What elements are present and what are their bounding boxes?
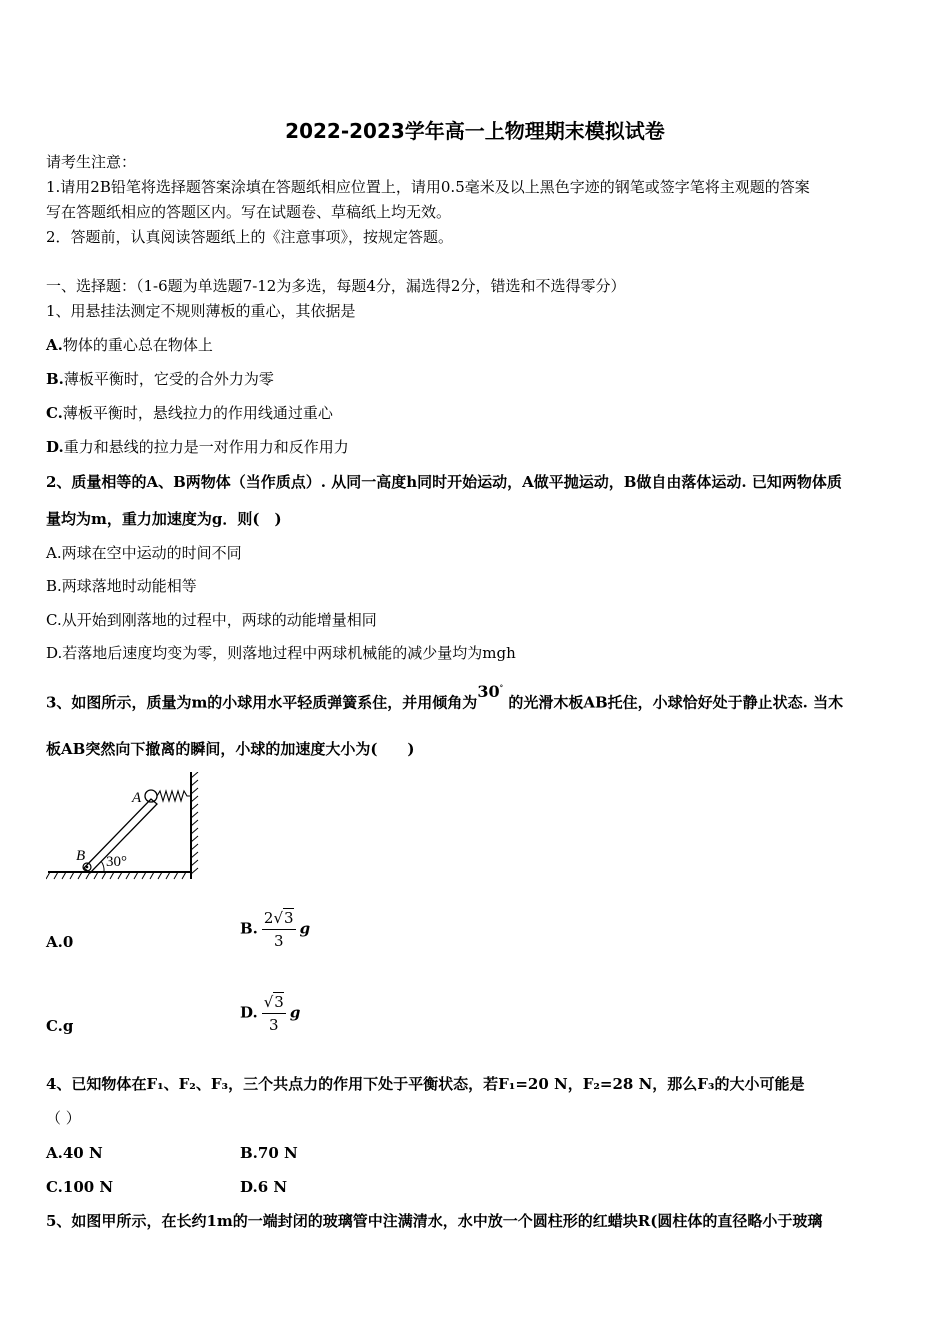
question-1-option-a: [46, 335, 213, 355]
notice-heading: 请考生注意：: [46, 153, 137, 171]
question-3-option-d: [240, 991, 300, 1036]
question-3-option-c: C.g: [46, 1017, 74, 1035]
question-2-option-c: C.从开始到刚落地的过程中，两球的动能增量相同: [46, 611, 377, 629]
question-4-option-a: A.40 N: [46, 1144, 103, 1162]
option-label: D.: [240, 1003, 258, 1022]
question-1-option-c: [46, 403, 333, 423]
question-3-angle: [477, 682, 503, 701]
figure-angle-label: 30°: [106, 854, 127, 870]
question-3-option-b: [240, 907, 310, 952]
denominator: 3: [268, 1016, 279, 1034]
figure-label-b: B: [76, 848, 86, 864]
question-3-text-b: 的光滑木板AB托住，小球恰好处于静止状态. 当木: [508, 693, 844, 712]
numerator-coefficient: 2: [263, 909, 274, 927]
option-text: 薄板平衡时，它受的合外力为零: [63, 370, 274, 388]
option-text: 重力和悬线的拉力是一对作用力和反作用力: [63, 438, 349, 456]
question-2-option-a: A.两球在空中运动的时间不同: [46, 544, 242, 562]
question-1-option-d: [46, 437, 349, 457]
denominator: 3: [273, 932, 284, 950]
question-4-option-d: D.6 N: [240, 1178, 288, 1196]
radicand: 3: [274, 993, 284, 1011]
question-5-line-1: 5、如图甲所示，在长约1m的一端封闭的玻璃管中注满清水，水中放一个圆柱形的红蜡块R(圆柱体的直径略小于玻璃: [46, 1212, 823, 1230]
question-4-option-c: C.100 N: [46, 1178, 114, 1196]
notice-item-1-line-2: 写在答题纸相应的答题区内。写在试题卷、草稿纸上均无效。: [46, 203, 452, 221]
notice-item-2: 2．答题前，认真阅读答题纸上的《注意事项》，按规定答题。: [46, 228, 454, 246]
angle-unit: °: [499, 684, 504, 693]
option-label: B.: [240, 919, 258, 938]
option-text: 薄板平衡时，悬线拉力的作用线通过重心: [62, 404, 333, 422]
notice-item-1-line-1: 1.请用2B铅笔将选择题答案涂填在答题纸相应位置上，请用0.5毫米及以上黑色字迹的钢笔或签字笔将主观题的答案: [46, 178, 810, 196]
page-title: 2022-2023学年高一上物理期末模拟试卷: [285, 119, 665, 143]
question-2-option-b: B.两球落地时动能相等: [46, 577, 197, 595]
unit-g: g: [289, 1003, 301, 1022]
question-4-line-2: （ ）: [46, 1109, 81, 1127]
question-3-text-a: 3、如图所示，质量为m的小球用水平轻质弹簧系住，并用倾角为: [46, 693, 478, 712]
question-4-option-b: B.70 N: [240, 1144, 298, 1162]
question-1-option-b: [46, 369, 274, 389]
fraction-root-three-over-three: $\frac{√3}{3}$: [263, 993, 284, 1034]
angle-value: 30: [477, 682, 500, 702]
option-label: D.: [46, 438, 64, 456]
section-heading: 一、选择题：（1-6题为单选题7-12为多选，每题4分，漏选得2分，错选和不选得零分）: [46, 277, 626, 295]
option-label: A.: [46, 336, 63, 354]
option-label: B.: [46, 370, 64, 388]
question-3-line-1: [46, 682, 844, 712]
option-text: 物体的重心总在物体上: [62, 336, 213, 354]
question-3-option-a: A.0: [46, 933, 74, 951]
unit-g: g: [299, 919, 311, 938]
question-4-line-1: 4、已知物体在F₁、F₂、F₃，三个共点力的作用下处于平衡状态，若F₁=20 N，F₂=28 N，那么F₃的大小可能是: [46, 1075, 805, 1093]
fraction-two-root-three-over-three: $\frac{2√3}{3}$: [263, 909, 294, 950]
question-1-stem: 1、用悬挂法测定不规则薄板的重心，其依据是: [46, 302, 356, 320]
option-label: C.: [46, 404, 63, 422]
figure-label-a: A: [132, 790, 142, 806]
question-3-line-2: 板AB突然向下撤离的瞬间，小球的加速度大小为( ): [46, 740, 415, 758]
question-2-option-d: D.若落地后速度均变为零，则落地过程中两球机械能的减少量均为mgh: [46, 644, 516, 662]
question-2-line-2: 量均为m，重力加速度为g．则( ): [46, 510, 282, 528]
incline-spring-figure: [46, 772, 201, 884]
question-2-line-1: 2、质量相等的A、B两物体（当作质点）. 从同一高度h同时开始运动，A做平抛运动，B做自由落体运动. 已知两物体质: [46, 473, 842, 491]
radicand: 3: [284, 909, 294, 927]
